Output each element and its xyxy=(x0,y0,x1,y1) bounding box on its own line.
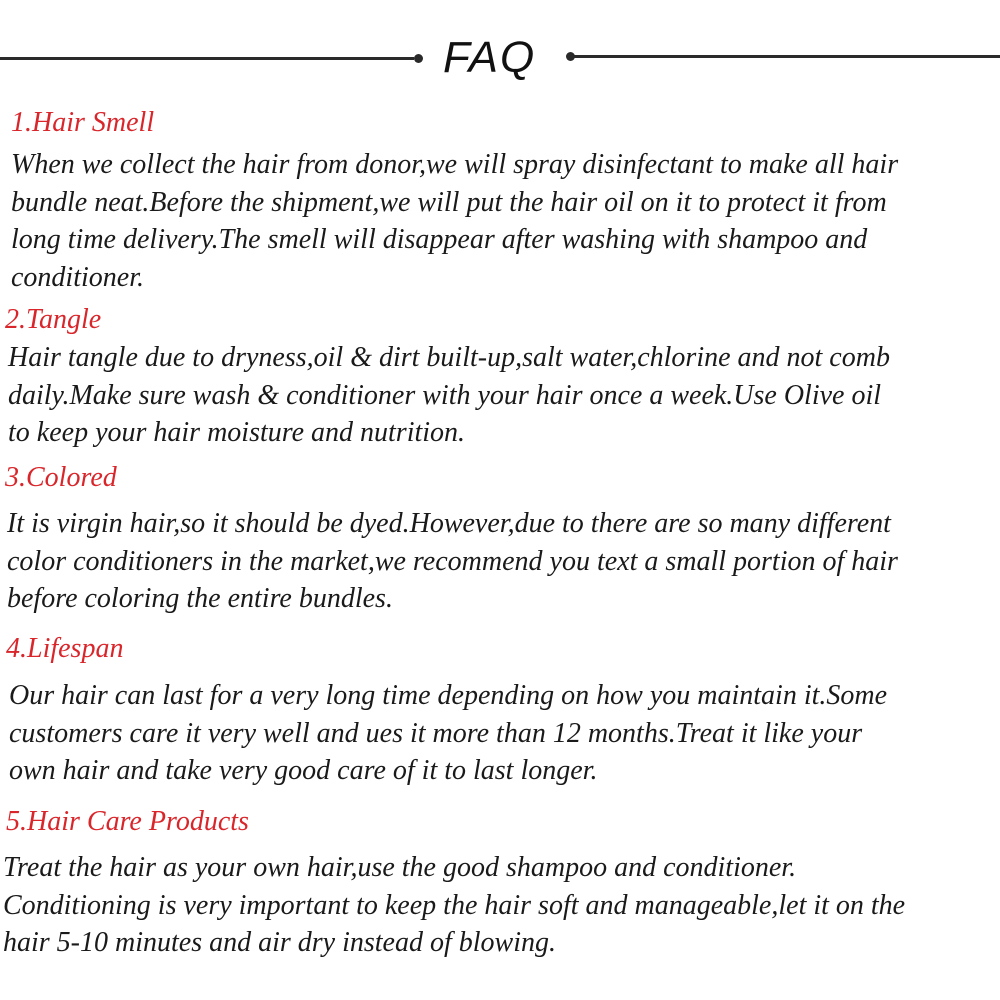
faq-answer-line: hair 5-10 minutes and air dry instead of blowing. xyxy=(3,927,556,958)
faq-answer-hair-smell xyxy=(11,146,1000,296)
faq-answer-line: customers care it very well and ues it more than 12 months.Treat it like your xyxy=(9,717,863,749)
faq-answer-line: color conditioners in the market,we recommend you text a small portion of hair xyxy=(7,545,898,577)
faq-answer-line: long time delivery.The smell will disappear after washing with shampoo and xyxy=(11,224,868,255)
header-divider-left xyxy=(0,57,414,60)
faq-heading-tangle: 2.Tangle xyxy=(5,304,102,335)
faq-answer-line: Treat the hair as your own hair,use the good shampoo and conditioner. xyxy=(3,852,797,883)
faq-answer-line: Conditioning is very important to keep the hair soft and manageable,let it on the xyxy=(3,889,906,921)
faq-answer-line: Our hair can last for a very long time depending on how you maintain it.Some xyxy=(9,680,888,711)
faq-answer-line: conditioner. xyxy=(11,261,144,293)
faq-header xyxy=(0,26,1000,90)
faq-answer-line: before coloring the entire bundles. xyxy=(7,583,393,614)
faq-answer-line: daily.Make sure wash & conditioner with your hair once a week.Use Olive oil xyxy=(8,379,882,411)
faq-answer-tangle xyxy=(8,339,998,452)
faq-answer-line: bundle neat.Before the shipment,we will put the hair oil on it to protect it from xyxy=(11,186,887,218)
faq-answer-line: When we collect the hair from donor,we will spray disinfectant to make all hair xyxy=(11,149,899,180)
faq-answer-hair-care-products xyxy=(3,849,993,962)
faq-heading-lifespan: 4.Lifespan xyxy=(6,633,124,664)
faq-answer-line: to keep your hair moisture and nutrition. xyxy=(8,417,466,448)
faq-heading-hair-smell: 1.Hair Smell xyxy=(11,107,155,138)
faq-answer-colored xyxy=(7,505,997,618)
header-dot-left xyxy=(414,54,423,63)
faq-heading-hair-care-products: 5.Hair Care Products xyxy=(6,806,249,837)
header-divider-right xyxy=(574,55,1000,58)
faq-answer-line: own hair and take very good care of it to last longer. xyxy=(9,755,598,786)
faq-heading-colored: 3.Colored xyxy=(5,462,117,493)
faq-answer-line: Hair tangle due to dryness,oil & dirt built-up,salt water,chlorine and not comb xyxy=(8,342,890,373)
faq-answer-lifespan xyxy=(9,677,999,790)
faq-answer-line: It is virgin hair,so it should be dyed.However,due to there are so many different xyxy=(7,508,891,539)
page-title: FAQ xyxy=(443,33,537,82)
